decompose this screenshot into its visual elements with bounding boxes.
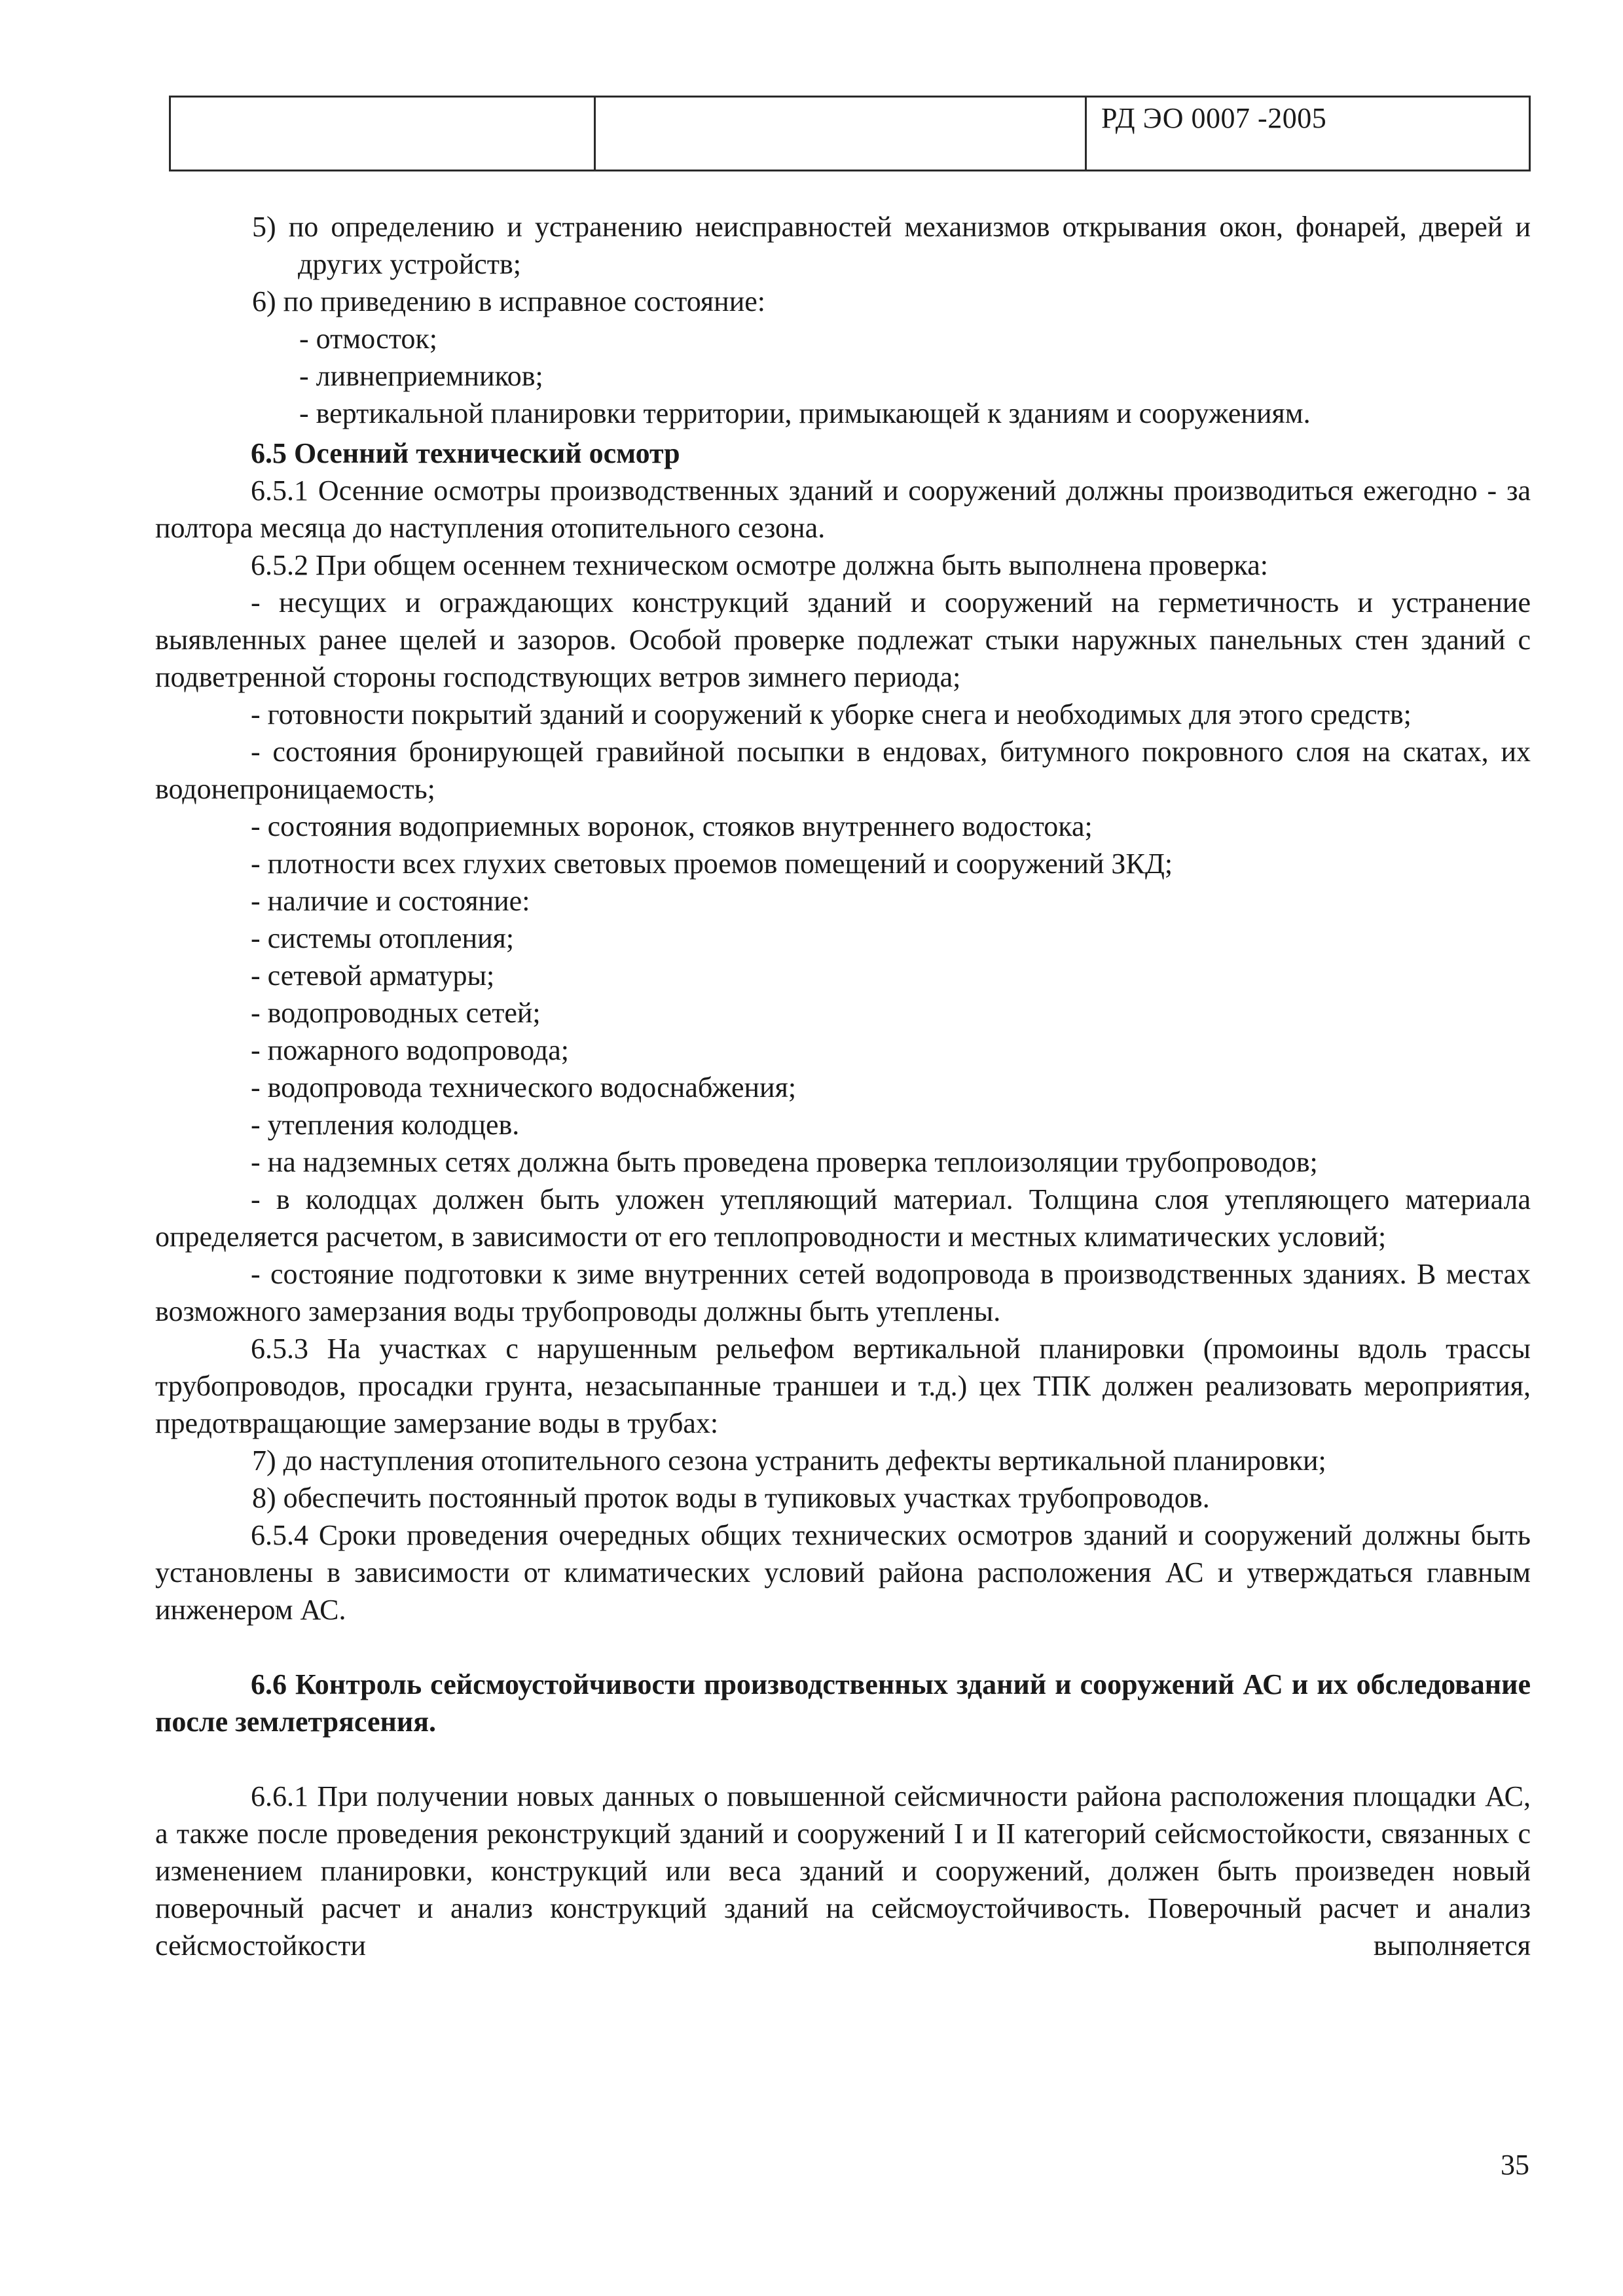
paragraph-6-5-4: 6.5.4 Сроки проведения очередных общих технических осмотров зданий и сооружений должны быть установлены в зависимости от климатических условий района расположения АС и утверждаться главным инженером АС. — [155, 1519, 1531, 1626]
bullet-germetichnost: - несущих и ограждающих конструкций зданий и сооружений на герметичность и устранение выявленных ранее щелей и зазоров. Особой проверке подлежат стыки наружных панельных стен зданий с подветренной стороны господствующих ветров зимнего периода; — [155, 586, 1531, 693]
paragraph-6-5-1: 6.5.1 Осенние осмотры производственных зданий и сооружений должны производиться ежегодно - за полтора месяца до наступления отопительного сезона. — [155, 475, 1531, 544]
bullet-uteplyayushchiy: - в колодцах должен быть уложен утепляющий материал. Толщина слоя утепляющего материала определяется расчетом, в зависимости от его теплопроводности и местных климатических условий; — [155, 1183, 1531, 1253]
section-heading-6-5: 6.5 Осенний технический осмотр — [251, 437, 680, 469]
section-heading-6-6: 6.6 Контроль сейсмоустойчивости производственных зданий и сооружений АС и их обследование после землетрясения. — [155, 1668, 1531, 1738]
bullet-pozharny: - пожарного водопровода; — [251, 1034, 570, 1066]
page-number: 35 — [1501, 2149, 1529, 2181]
list-item-6: 6) по приведению в исправное состояние: — [252, 285, 766, 317]
bullet-nalichie: - наличие и состояние: — [251, 885, 530, 917]
bullet-teploizolyatsiya: - на надземных сетях должна быть проведена проверка теплоизоляции трубопроводов; — [251, 1146, 1318, 1178]
header-cell-2 — [595, 97, 1086, 171]
bullet-otoplenie: - системы отопления; — [251, 922, 515, 954]
header-cell-3 — [1086, 97, 1530, 171]
bullet-tekhnicheskiy: - водопровода технического водоснабжения; — [251, 1071, 797, 1103]
bullet-voronki: - состояния водоприемных воронок, стояков внутреннего водостока; — [251, 810, 1093, 842]
list-item-5: 5) по определению и устранению неисправностей механизмов открывания окон, фонарей, дверей и других устройств; — [252, 211, 1531, 280]
bullet-proemy: - плотности всех глухих световых проемов помещений и сооружений ЗКД; — [251, 848, 1173, 880]
bullet-vodoprovod-seti: - водопроводных сетей; — [251, 997, 541, 1029]
bullet-kolodtsy: - утепления колодцев. — [251, 1109, 520, 1141]
spacer — [155, 1628, 1531, 1666]
bullet-podgotovka: - состояние подготовки к зиме внутренних сетей водопровода в производственных зданиях. В местах возможного замерзания воды трубопроводы должны быть утеплены. — [155, 1258, 1531, 1327]
paragraph-6-6-1: 6.6.1 При получении новых данных о повышенной сейсмичности района расположения площадки АС, а также после проведения реконструкций зданий и сооружений I и II категорий сейсмостойкости, связанных с изменением планировки, конструкций или веса зданий и сооружений, должен быть произведен новый поверочный расчет и анализ конструкций зданий на сейсмоустойчивость. Поверочный расчет и анализ сейсмостойкости выполняется — [155, 1780, 1531, 1962]
list-item-7: 7) до наступления отопительного сезона устранить дефекты вертикальной планировки; — [252, 1444, 1326, 1477]
dash-item-livnepriemnik: - ливнеприемников; — [299, 360, 543, 392]
bullet-bronirovka: - состояния бронирующей гравийной посыпки в ендовах, битумного покровного слоя на скатах, их водонепроницаемость; — [155, 736, 1531, 805]
header-cell-1 — [170, 97, 595, 171]
header-table — [169, 96, 1531, 171]
spacer — [155, 1740, 1531, 1778]
bullet-armatura: - сетевой арматуры; — [251, 960, 495, 992]
paragraph-6-5-2: 6.5.2 При общем осеннем техническом осмотре должна быть выполнена проверка: — [251, 549, 1268, 581]
dash-item-planirovka: - вертикальной планировки территории, примыкающей к зданиям и сооружениям. — [299, 397, 1311, 429]
document-body — [155, 208, 1531, 1964]
list-item-8: 8) обеспечить постоянный проток воды в тупиковых участках трубопроводов. — [252, 1482, 1210, 1514]
document-code: РД ЭО 0007 -2005 — [1101, 102, 1327, 134]
paragraph-6-5-3: 6.5.3 На участках с нарушенным рельефом вертикальной планировки (промоины вдоль трассы трубопроводов, просадки грунта, незасыпанные траншеи и т.д.) цех ТПК должен реализовать мероприятия, предотвращающие замерзание воды в трубах: — [155, 1333, 1531, 1439]
bullet-gotovnost-pokrytiy: - готовности покрытий зданий и сооружений к уборке снега и необходимых для этого средств; — [251, 698, 1412, 730]
dash-item-otmostok: - отмосток; — [299, 323, 438, 355]
